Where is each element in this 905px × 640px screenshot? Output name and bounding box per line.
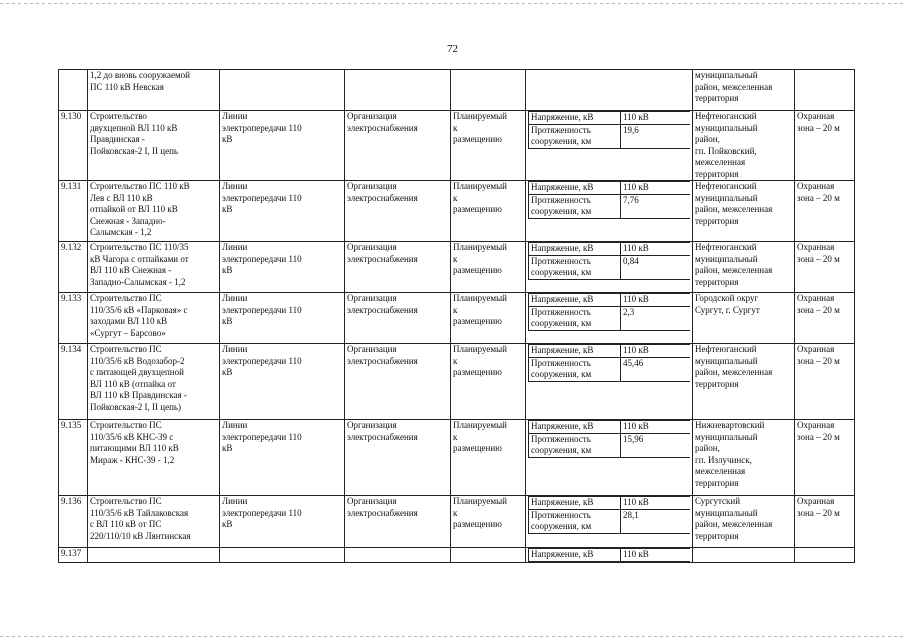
table-row	[59, 70, 855, 111]
object-purpose: Организация электроснабжения	[345, 242, 451, 293]
table-row	[59, 344, 855, 420]
object-purpose: Организация электроснабжения	[345, 181, 451, 242]
characteristics-table	[528, 293, 690, 331]
object-type: Линии электропередачи 110 кВ	[220, 111, 345, 181]
characteristic-value: 110 кВ	[621, 345, 691, 358]
characteristic-name: Напряжение, кВ	[529, 182, 621, 195]
object-location: Нефтеюганский муниципальный район, межселенная территория	[693, 242, 795, 293]
object-purpose: Организация электроснабжения	[345, 111, 451, 181]
characteristic-value: 110 кВ	[621, 182, 691, 195]
object-purpose: Организация электроснабжения	[345, 344, 451, 420]
object-status: Планируемый к размещению	[451, 181, 526, 242]
characteristic-value: 0,84	[621, 255, 691, 279]
object-status: Планируемый к размещению	[451, 293, 526, 344]
protection-zone: Охранная зона – 20 м	[795, 344, 855, 420]
object-type: Линии электропередачи 110 кВ	[220, 242, 345, 293]
characteristics-cell	[526, 181, 693, 242]
object-name: Строительство ПС 110/35/6 кВ «Парковая» с заходами ВЛ 110 кВ «Сургут – Барсово»	[88, 293, 220, 344]
characteristics-table	[528, 181, 690, 219]
object-purpose	[345, 70, 451, 111]
row-number	[59, 70, 88, 111]
protection-zone: Охранная зона – 20 м	[795, 242, 855, 293]
characteristics-table	[528, 496, 690, 534]
row-number: 9.130	[59, 111, 88, 181]
characteristic-name: Напряжение, кВ	[529, 421, 621, 434]
characteristic-value: 110 кВ	[621, 243, 691, 256]
table-row	[59, 293, 855, 344]
characteristics-cell	[526, 496, 693, 548]
characteristic-row	[529, 243, 691, 256]
table-row	[59, 496, 855, 548]
characteristic-row	[529, 306, 691, 330]
characteristics-cell	[526, 70, 693, 111]
registry-table	[58, 69, 855, 563]
object-status: Планируемый к размещению	[451, 496, 526, 548]
characteristic-value: 110 кВ	[621, 549, 691, 562]
characteristics-cell	[526, 420, 693, 496]
protection-zone: Охранная зона – 20 м	[795, 293, 855, 344]
characteristics-cell	[526, 548, 693, 563]
characteristics-table	[528, 548, 690, 562]
object-name	[88, 548, 220, 563]
characteristic-value: 28,1	[621, 509, 691, 533]
characteristic-row	[529, 182, 691, 195]
object-location: Городской округ Сургут, г. Сургут	[693, 293, 795, 344]
characteristic-value: 19,6	[621, 124, 691, 148]
characteristic-row	[529, 497, 691, 510]
characteristic-value: 45,46	[621, 357, 691, 381]
characteristic-row	[529, 345, 691, 358]
object-name: Строительство ПС 110 кВ Лев с ВЛ 110 кВ отпайкой от ВЛ 110 кВ Снежная - Западно- Салымская - 1,2	[88, 181, 220, 242]
characteristic-value: 110 кВ	[621, 497, 691, 510]
characteristic-row	[529, 194, 691, 218]
characteristic-value: 2,3	[621, 306, 691, 330]
row-number: 9.132	[59, 242, 88, 293]
characteristic-row	[529, 433, 691, 457]
characteristic-name: Напряжение, кВ	[529, 243, 621, 256]
characteristic-name: Протяженность сооружения, км	[529, 306, 621, 330]
protection-zone: Охранная зона – 20 м	[795, 420, 855, 496]
protection-zone	[795, 548, 855, 563]
protection-zone: Охранная зона – 20 м	[795, 496, 855, 548]
scan-edge-top	[0, 3, 905, 4]
characteristic-value: 7,76	[621, 194, 691, 218]
characteristic-value: 110 кВ	[621, 294, 691, 307]
characteristics-cell	[526, 293, 693, 344]
object-type: Линии электропередачи 110 кВ	[220, 420, 345, 496]
characteristics-cell	[526, 344, 693, 420]
protection-zone: Охранная зона – 20 м	[795, 181, 855, 242]
object-name: Строительство ПС 110/35/6 кВ Тайлаковская с ВЛ 110 кВ от ПС 220/110/10 кВ Лянтинская	[88, 496, 220, 548]
table-row	[59, 111, 855, 181]
characteristics-table	[528, 420, 690, 458]
scan-edge-bottom	[0, 636, 905, 637]
object-location: Сургутский муниципальный район, межселенная территория	[693, 496, 795, 548]
object-location	[693, 548, 795, 563]
row-number: 9.134	[59, 344, 88, 420]
characteristic-value: 15,96	[621, 433, 691, 457]
characteristic-name: Напряжение, кВ	[529, 497, 621, 510]
characteristic-row	[529, 255, 691, 279]
object-purpose: Организация электроснабжения	[345, 496, 451, 548]
characteristic-name: Протяженность сооружения, км	[529, 255, 621, 279]
characteristic-row	[529, 357, 691, 381]
page-number: 72	[447, 43, 458, 55]
object-type: Линии электропередачи 110 кВ	[220, 496, 345, 548]
characteristics-table	[528, 242, 690, 280]
object-name: Строительство ПС 110/35/6 кВ Водозабор-2 с питающей двухцепной ВЛ 110 кВ (отпайка от ВЛ 110 кВ Правдинская - Пойковская-2 I, II цепь)	[88, 344, 220, 420]
row-number: 9.136	[59, 496, 88, 548]
characteristics-table	[528, 344, 690, 382]
object-purpose	[345, 548, 451, 563]
table-row	[59, 548, 855, 563]
characteristics-table	[528, 111, 690, 149]
object-location: Нефтеюганский муниципальный район, гп. Пойковский, межселенная территория	[693, 111, 795, 181]
row-number: 9.135	[59, 420, 88, 496]
object-purpose: Организация электроснабжения	[345, 293, 451, 344]
object-location: Нефтеюганский муниципальный район, межселенная территория	[693, 181, 795, 242]
table-row	[59, 242, 855, 293]
characteristic-name: Напряжение, кВ	[529, 549, 621, 562]
object-name: 1,2 до вновь сооружаемой ПС 110 кВ Невская	[88, 70, 220, 111]
characteristic-row	[529, 112, 691, 125]
characteristic-name: Протяженность сооружения, км	[529, 509, 621, 533]
table-row	[59, 420, 855, 496]
object-name: Строительство двухцепной ВЛ 110 кВ Правдинская - Пойковская-2 I, II цепь	[88, 111, 220, 181]
characteristic-name: Напряжение, кВ	[529, 294, 621, 307]
object-location: Нижневартовский муниципальный район, гп. Излучинск, межселенная территория	[693, 420, 795, 496]
object-status: Планируемый к размещению	[451, 242, 526, 293]
characteristic-name: Протяженность сооружения, км	[529, 357, 621, 381]
object-type: Линии электропередачи 110 кВ	[220, 181, 345, 242]
characteristic-value: 110 кВ	[621, 112, 691, 125]
characteristic-name: Напряжение, кВ	[529, 112, 621, 125]
object-status	[451, 548, 526, 563]
object-name: Строительство ПС 110/35 кВ Чагора с отпайками от ВЛ 110 кВ Снежная - Западно-Салымская - 1,2	[88, 242, 220, 293]
protection-zone	[795, 70, 855, 111]
table-row	[59, 181, 855, 242]
characteristic-row	[529, 421, 691, 434]
object-status: Планируемый к размещению	[451, 111, 526, 181]
characteristic-name: Протяженность сооружения, км	[529, 194, 621, 218]
characteristic-row	[529, 549, 691, 562]
characteristic-row	[529, 294, 691, 307]
object-purpose: Организация электроснабжения	[345, 420, 451, 496]
object-type	[220, 548, 345, 563]
object-location: Нефтеюганский муниципальный район, межселенная территория	[693, 344, 795, 420]
object-status: Планируемый к размещению	[451, 420, 526, 496]
characteristics-cell	[526, 111, 693, 181]
registry-body	[59, 70, 855, 563]
characteristic-name: Напряжение, кВ	[529, 345, 621, 358]
row-number: 9.133	[59, 293, 88, 344]
characteristic-value: 110 кВ	[621, 421, 691, 434]
object-location: муниципальный район, межселенная территория	[693, 70, 795, 111]
characteristic-row	[529, 124, 691, 148]
characteristic-row	[529, 509, 691, 533]
characteristic-name: Протяженность сооружения, км	[529, 124, 621, 148]
row-number: 9.137	[59, 548, 88, 563]
characteristic-name: Протяженность сооружения, км	[529, 433, 621, 457]
object-type: Линии электропередачи 110 кВ	[220, 293, 345, 344]
object-status: Планируемый к размещению	[451, 344, 526, 420]
object-type	[220, 70, 345, 111]
characteristics-cell	[526, 242, 693, 293]
object-status	[451, 70, 526, 111]
object-type: Линии электропередачи 110 кВ	[220, 344, 345, 420]
protection-zone: Охранная зона – 20 м	[795, 111, 855, 181]
row-number: 9.131	[59, 181, 88, 242]
object-name: Строительство ПС 110/35/6 кВ КНС-39 с питающими ВЛ 110 кВ Мираж - КНС-39 - 1,2	[88, 420, 220, 496]
